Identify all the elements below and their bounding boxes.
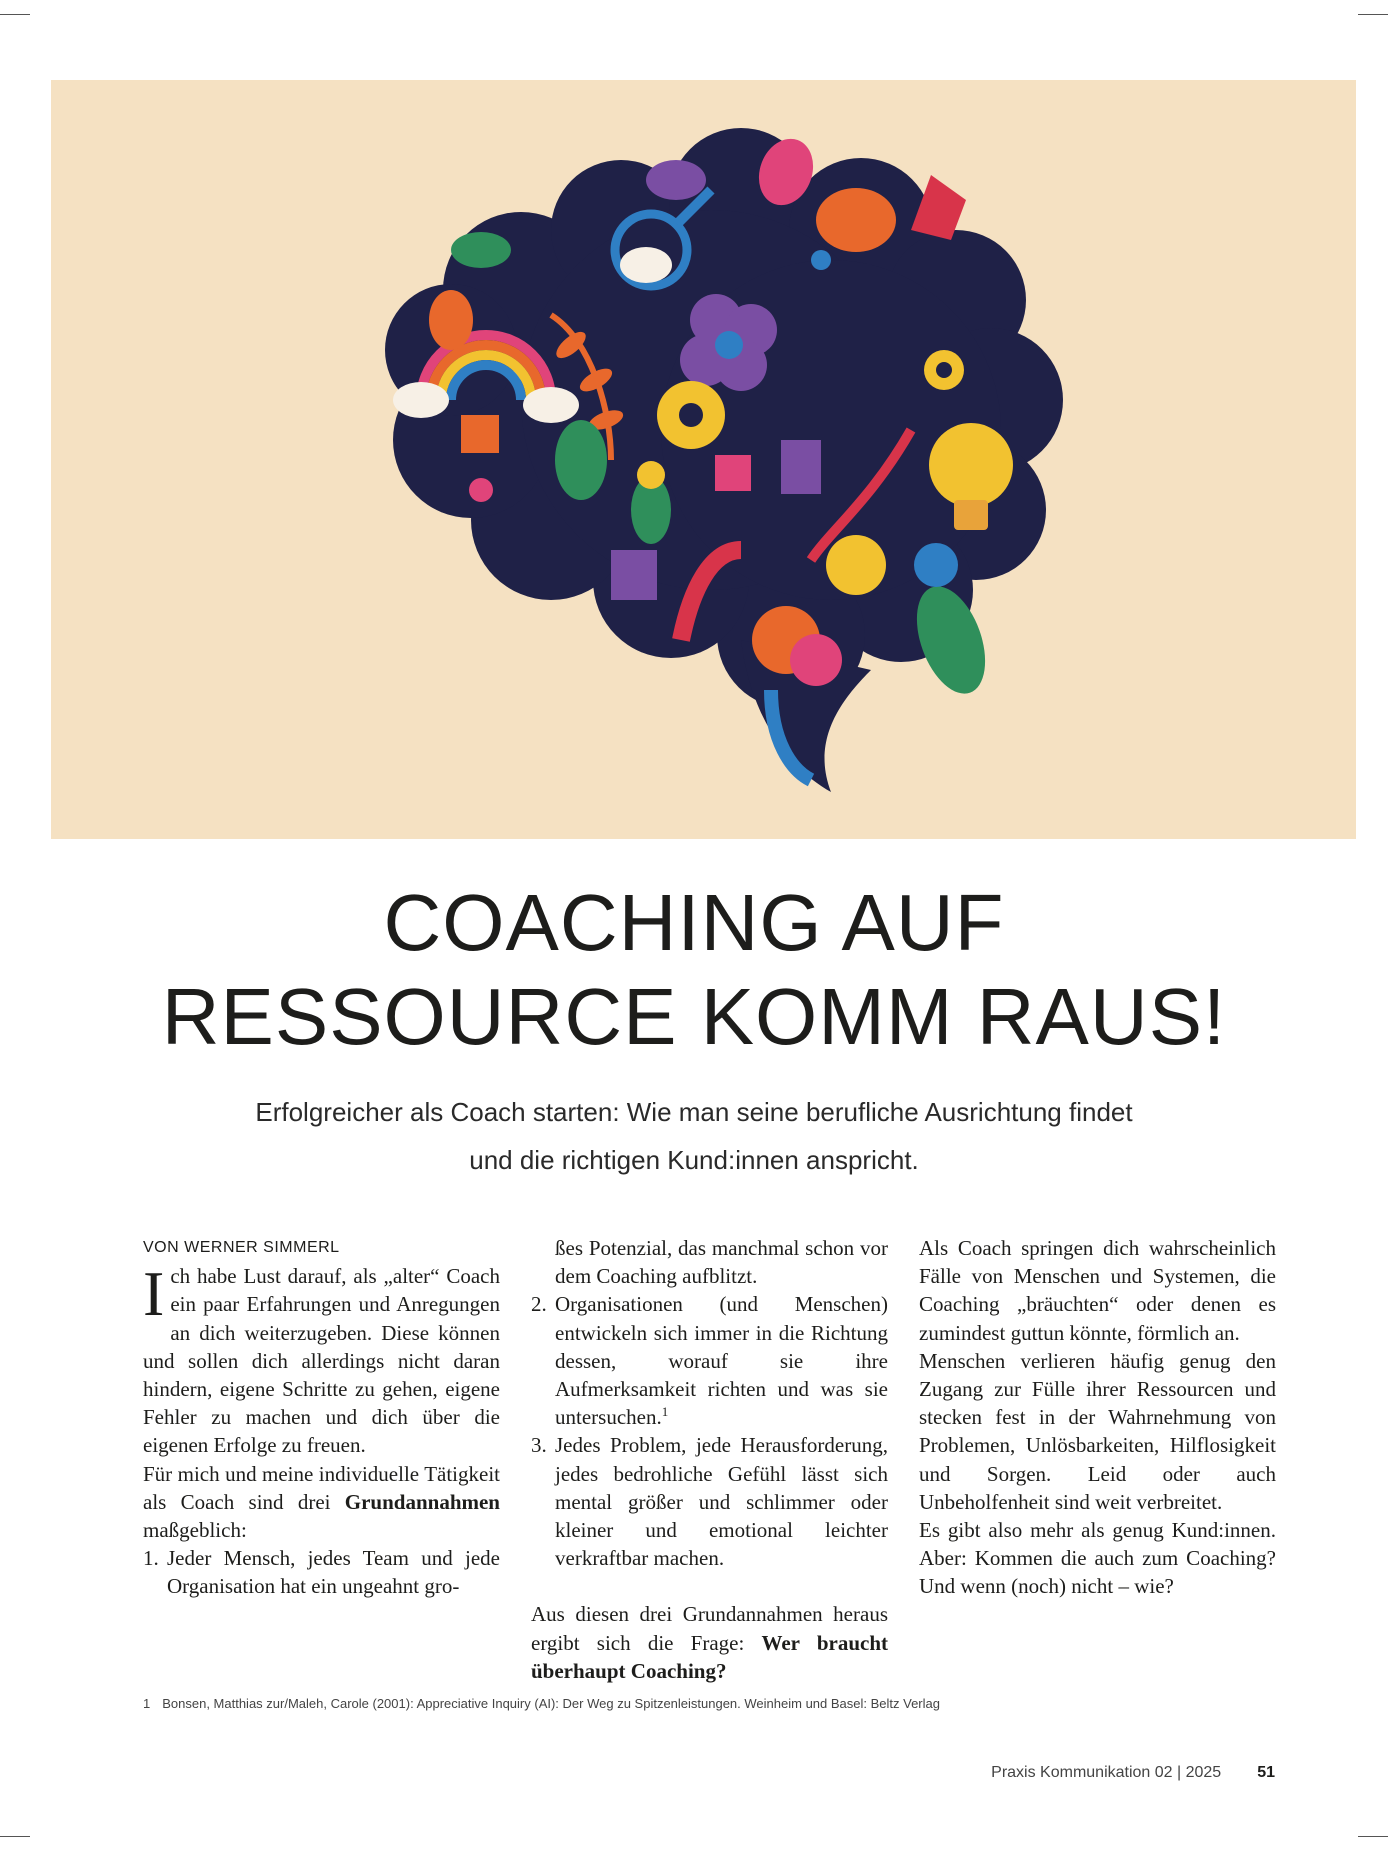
- article-title: [0, 876, 1388, 1064]
- paragraph: Aus diesen drei Grundannahmen heraus ergibt sich die Frage: Wer braucht überhaupt Coaching?: [531, 1602, 888, 1683]
- column-1: [143, 1234, 500, 1601]
- list-item: 1. Jeder Mensch, jedes Team und jede Organisation hat ein ungeahnt gro-: [143, 1546, 500, 1599]
- list-item: 2. Organisationen (und Menschen) entwickeln sich immer in die Richtung dessen, worauf sie ihre Aufmerksamkeit richten und was sie untersuchen.$^1$: [531, 1292, 888, 1430]
- list-item: 3. Jedes Problem, jede Herausforderung, jedes bedrohliche Gefühl lässt sich mental größer und schlimmer oder kleiner und emotional leichter verkraftbar machen.: [531, 1433, 888, 1571]
- paragraph: Es gibt also mehr als genug Kund:innen. Aber: Kommen die auch zum Coaching? Und wenn (noch) nicht – wie?: [919, 1518, 1276, 1599]
- subtitle-line-2: und die richtigen Kund:innen anspricht.: [469, 1145, 919, 1175]
- hero-illustration: [51, 80, 1356, 839]
- title-line-2: RESSOURCE KOMM RAUS!: [161, 972, 1227, 1061]
- paragraph: Als Coach springen dich wahrscheinlich Fälle von Menschen und Systemen, die Coaching „bräuchten“ oder denen es zumindest guttun könnte, förmlich an.: [919, 1236, 1276, 1345]
- crop-mark: [0, 14, 30, 15]
- column-2: [531, 1234, 888, 1685]
- column-3: [919, 1234, 1276, 1601]
- byline: VON WERNER SIMMERL: [143, 1239, 340, 1256]
- article-subtitle: [0, 1088, 1388, 1184]
- page-number: 51: [1257, 1764, 1275, 1781]
- footnote: 1 Bonsen, Matthias zur/Maleh, Carole (2001): Appreciative Inquiry (AI): Der Weg zu Spitzenleistungen. Weinheim und Basel: Beltz Verlag: [143, 1696, 940, 1711]
- crop-mark: [0, 1836, 30, 1837]
- dropcap: I: [143, 1258, 165, 1330]
- crop-mark: [1358, 1836, 1388, 1837]
- paragraph: Für mich und meine individuelle Tätigkeit als Coach sind drei Grundannahmen maßgeblich:: [143, 1461, 500, 1543]
- intro-paragraph: Ich habe Lust darauf, als „alter“ Coach ein paar Erfahrungen und Anregungen an dich weiterzugeben. Diese können und sollen dich allerdings nicht daran hindern, eigene Schritte zu gehen, eigene Fehler zu machen und dich über die eigenen Erfolge zu freuen.: [143, 1258, 500, 1458]
- title-line-1: COACHING AUF: [383, 878, 1005, 967]
- publication-name: Praxis Kommunikation 02 | 2025: [991, 1764, 1222, 1781]
- list-item-continuation: ßes Potenzial, das manchmal schon vor dem Coaching aufblitzt.: [555, 1236, 888, 1289]
- brain-illustration-icon: [51, 80, 1356, 839]
- page-footer: [991, 1764, 1275, 1782]
- footnote-ref: 1: [661, 1404, 669, 1420]
- paragraph: Menschen verlieren häufig genug den Zugang zur Fülle ihrer Ressourcen und stecken fest in der Wahrnehmung von Problemen, Unlösbarkeiten, Hilflosigkeit und Sorgen. Leid oder auch Unbeholfenheit sind weit verbreitet.: [919, 1348, 1276, 1514]
- crop-mark: [1358, 14, 1388, 15]
- subtitle-line-1: Erfolgreicher als Coach starten: Wie man seine berufliche Ausrichtung findet: [255, 1097, 1133, 1127]
